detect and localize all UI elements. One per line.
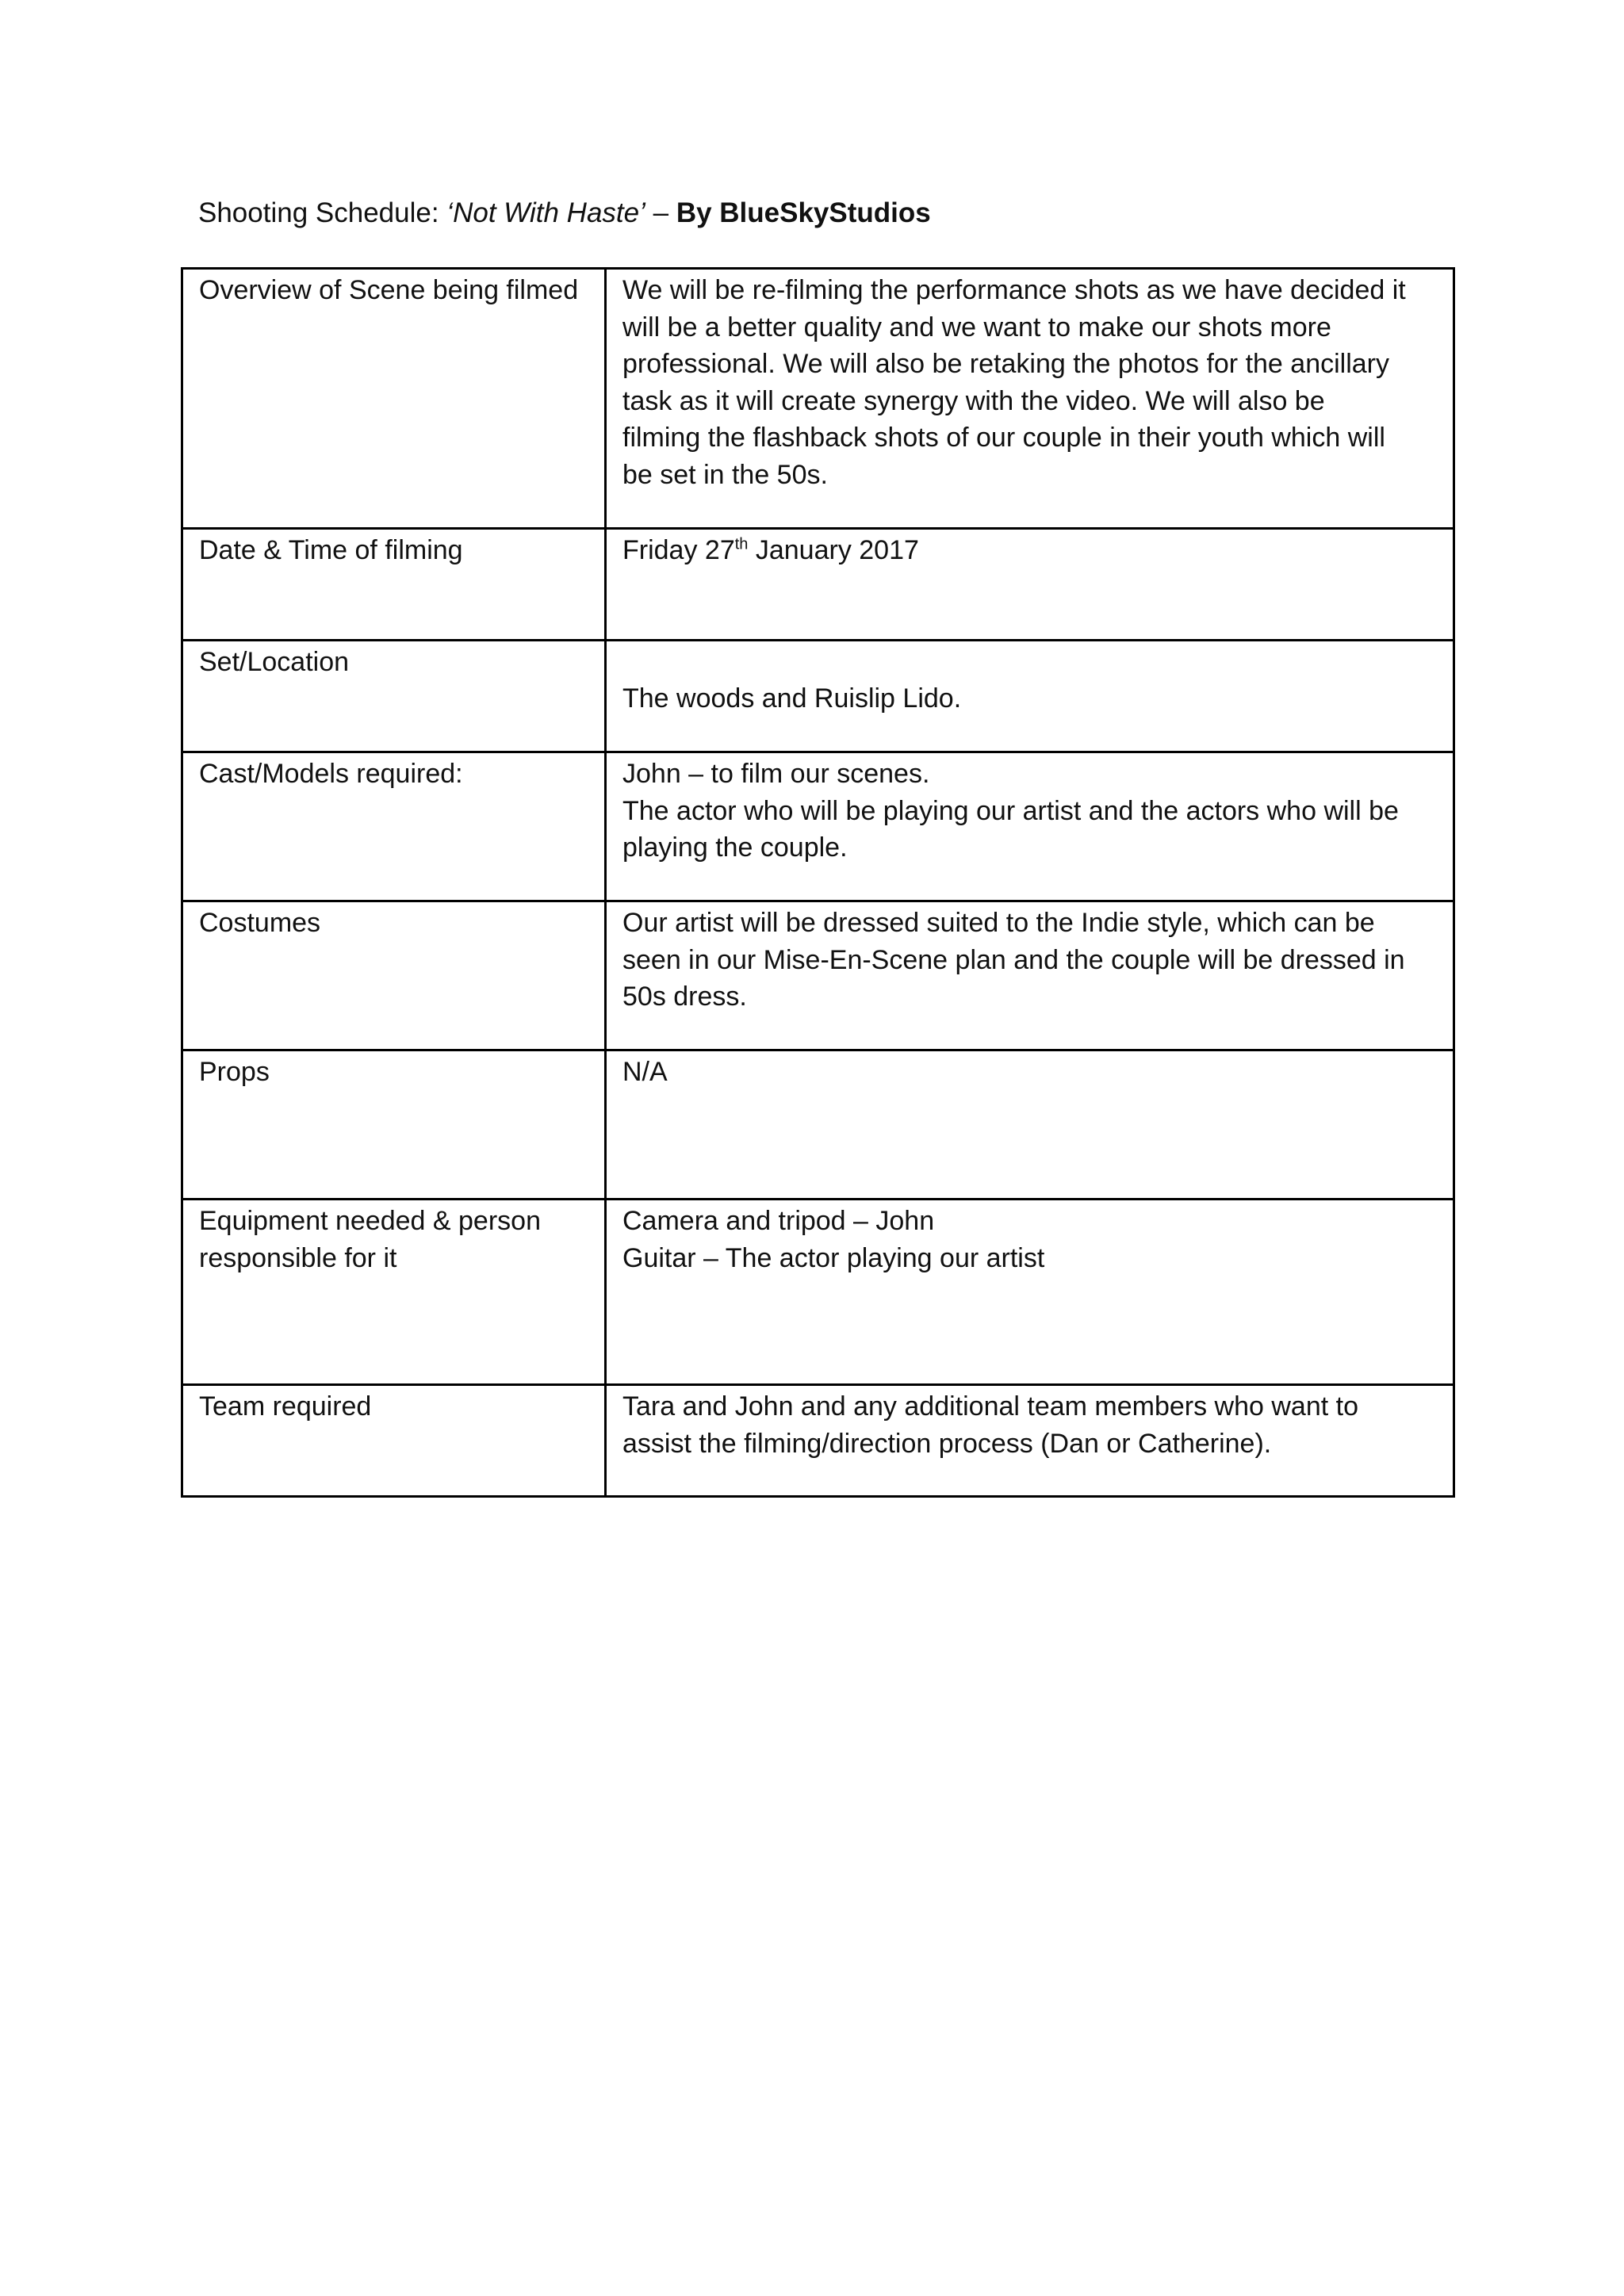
equipment-line-1: Camera and tripod – John: [622, 1206, 935, 1236]
equipment-value: [606, 1200, 1454, 1385]
cast-line-1: John – to film our scenes.: [622, 759, 930, 789]
team-label: Team required: [182, 1385, 606, 1497]
overview-line-2: will be a better quality and we want to make our shots more: [622, 312, 1331, 342]
title-prefix: Shooting Schedule:: [198, 197, 447, 228]
studio-name: By BlueSkyStudios: [676, 197, 931, 228]
costumes-line-1: Our artist will be dressed suited to the Indie style, which can be: [622, 908, 1375, 938]
costumes-label: Costumes: [182, 901, 606, 1050]
table-row-equipment: [182, 1200, 1454, 1385]
equipment-line-2: Guitar – The actor playing our artist: [622, 1242, 1045, 1273]
equipment-label-line-2: responsible for it: [199, 1242, 397, 1273]
overview-value: [606, 269, 1454, 529]
table-row-overview: [182, 269, 1454, 529]
cast-label: Cast/Models required:: [182, 752, 606, 901]
date-suffix: th: [734, 535, 749, 553]
cast-value: [606, 752, 1454, 901]
overview-line-6: be set in the 50s.: [622, 459, 828, 490]
props-value: N/A: [606, 1050, 1454, 1200]
table-row-team: [182, 1385, 1454, 1497]
table-row-props: [182, 1050, 1454, 1200]
date-label: Date & Time of filming: [182, 529, 606, 641]
date-day: Friday 27: [622, 535, 735, 565]
team-line-1: Tara and John and any additional team members who want to: [622, 1391, 1358, 1422]
page-title: [198, 195, 931, 232]
table-row-date: [182, 529, 1454, 641]
team-value: [606, 1385, 1454, 1497]
location-value: The woods and Ruislip Lido.: [622, 683, 962, 714]
title-dash: –: [645, 197, 676, 228]
props-label: Props: [182, 1050, 606, 1200]
overview-line-1: We will be re-filming the performance shots as we have decided it: [622, 275, 1406, 305]
costumes-line-3: 50s dress.: [622, 982, 747, 1012]
table-row-cast: [182, 752, 1454, 901]
shooting-schedule-table: [181, 267, 1455, 1498]
table-row-location: [182, 641, 1454, 752]
costumes-line-2: seen in our Mise-En-Scene plan and the couple will be dressed in: [622, 944, 1405, 975]
date-value: [606, 529, 1454, 641]
location-value-cell: [606, 641, 1454, 752]
team-line-2: assist the filming/direction process (Dan or Catherine).: [622, 1428, 1272, 1459]
location-spacer: [622, 644, 1440, 680]
overview-label: Overview of Scene being filmed: [182, 269, 606, 529]
date-rest: January 2017: [748, 535, 919, 565]
overview-line-5: filming the flashback shots of our couple in their youth which will: [622, 423, 1385, 453]
costumes-value: [606, 901, 1454, 1050]
film-name: ‘Not With Haste’: [446, 197, 645, 228]
cast-line-3: playing the couple.: [622, 832, 848, 863]
table-row-costumes: [182, 901, 1454, 1050]
equipment-label-line-1: Equipment needed & person: [199, 1206, 541, 1236]
overview-line-4: task as it will create synergy with the video. We will also be: [622, 385, 1325, 416]
cast-line-2: The actor who will be playing our artist and the actors who will be: [622, 795, 1399, 826]
location-label: Set/Location: [182, 641, 606, 752]
equipment-label: [182, 1200, 606, 1385]
overview-line-3: professional. We will also be retaking the photos for the ancillary: [622, 349, 1389, 379]
